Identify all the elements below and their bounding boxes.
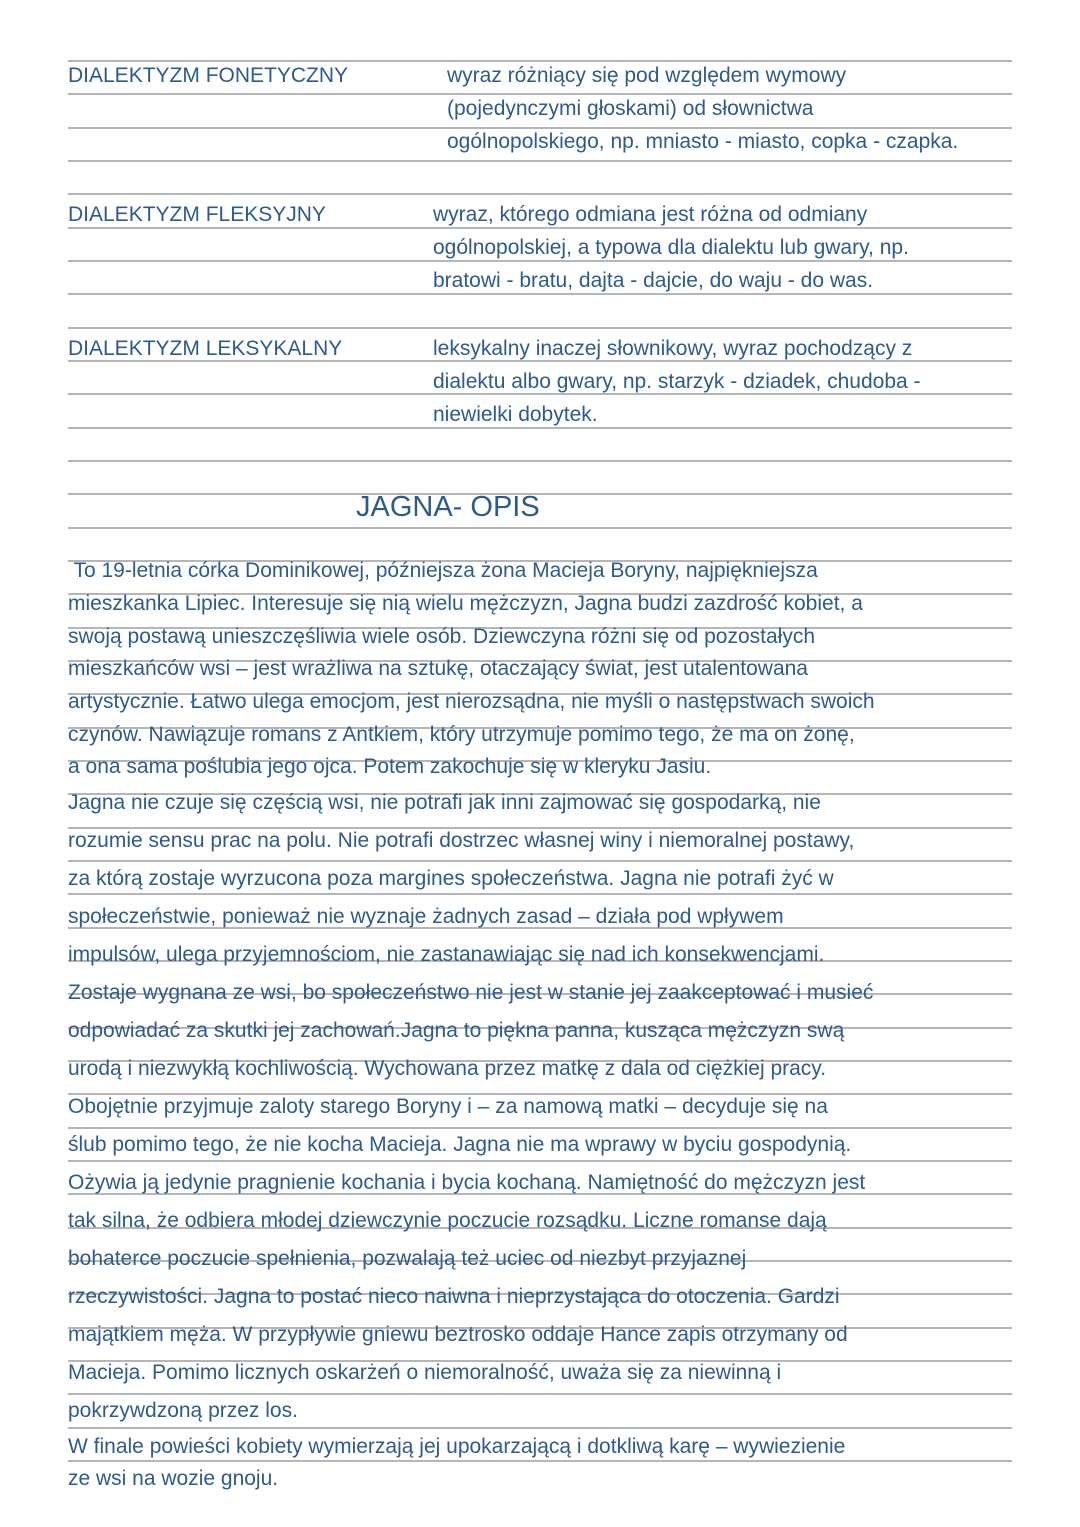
rule-line <box>68 860 1012 862</box>
body-line: rzeczywistości. Jagna to postać nieco naiwna i nieprzystająca do otoczenia. Gardzi <box>68 1285 840 1308</box>
rule-line <box>68 1127 1012 1129</box>
definition-text-line: wyraz, którego odmiana jest różna od odmiany <box>433 203 868 226</box>
rule-line <box>68 527 1012 529</box>
body-line: ślub pomimo tego, że nie kocha Macieja. Jagna nie ma wprawy w byciu gospodynią. <box>68 1133 852 1156</box>
rule-line <box>68 1160 1012 1162</box>
body-line: społeczeństwie, ponieważ nie wyznaje żadnych zasad – działa pod wpływem <box>68 905 784 928</box>
body-line: czynów. Nawiązuje romans z Antkiem, który utrzymuje pomimo tego, że ma on żonę, <box>68 723 855 746</box>
body-line: Jagna nie czuje się częścią wsi, nie potrafi jak inni zajmować się gospodarką, nie <box>68 791 821 814</box>
body-line: rozumie sensu prac na polu. Nie potrafi dostrzec własnej winy i niemoralnej postawy, <box>68 829 855 852</box>
body-line: To 19-letnia córka Dominikowej, późniejsza żona Macieja Boryny, najpiękniejsza <box>68 559 818 582</box>
rule-line <box>68 460 1012 462</box>
definition-text-line: wyraz różniący się pod względem wymowy <box>447 64 847 87</box>
body-line: majątkiem męża. W przypływie gniewu beztrosko oddaje Hance zapis otrzymany od <box>68 1323 848 1346</box>
definition-text-line: niewielki dobytek. <box>433 403 598 426</box>
body-line: pokrzywdzoną przez los. <box>68 1399 298 1422</box>
body-line: a ona sama poślubia jego ojca. Potem zakochuje się w kleryku Jasiu. <box>68 755 712 778</box>
body-line: mieszkańców wsi – jest wrażliwa na sztukę, otaczający świat, jest utalentowana <box>68 657 808 680</box>
rule-line <box>68 1393 1012 1395</box>
body-line: bohaterce poczucie spełnienia, pozwalają też uciec od niezbyt przyjaznej <box>68 1247 747 1270</box>
definition-term: DIALEKTYZM LEKSYKALNY <box>68 337 343 360</box>
body-line: ze wsi na wozie gnoju. <box>68 1467 279 1490</box>
body-line: Obojętnie przyjmuje zaloty starego Boryny i – za namową matki – decyduje się na <box>68 1095 828 1118</box>
rule-line <box>68 193 1012 195</box>
body-line: tak silna, że odbiera młodej dziewczynie poczucie rozsądku. Liczne romanse dają <box>68 1209 827 1232</box>
body-line: artystycznie. Łatwo ulega emocjom, jest nierozsądna, nie myśli o następstwach swoich <box>68 690 875 713</box>
body-line: odpowiadać za skutki jej zachowań.Jagna to piękna panna, kusząca mężczyzn swą <box>68 1019 845 1042</box>
rule-line <box>68 1427 1012 1429</box>
section-title: JAGNA- OPIS <box>356 491 540 523</box>
definition-term: DIALEKTYZM FONETYCZNY <box>68 64 349 87</box>
body-line: W finale powieści kobiety wymierzają jej upokarzającą i dotkliwą karę – wywiezienie <box>68 1435 846 1458</box>
definition-text-line: dialektu albo gwary, np. starzyk - dziadek, chudoba - <box>433 370 921 393</box>
definition-text-line: ogólnopolskiego, np. mniasto - miasto, copka - czapka. <box>447 130 959 153</box>
definition-term: DIALEKTYZM FLEKSYJNY <box>68 203 326 226</box>
definition-text-line: (pojedynczymi głoskami) od słownictwa <box>447 97 814 120</box>
rule-line <box>68 160 1012 162</box>
body-line: impulsów, ulega przyjemnościom, nie zastanawiając się nad ich konsekwencjami. <box>68 943 825 966</box>
body-line: za którą zostaje wyrzucona poza margines społeczeństwa. Jagna nie potrafi żyć w <box>68 867 834 890</box>
body-line: Ożywia ją jedynie pragnienie kochania i bycia kochaną. Namiętność do mężczyzn jest <box>68 1171 866 1194</box>
body-line: urodą i niezwykłą kochliwością. Wychowana przez matkę z dala od ciężkiej pracy. <box>68 1057 827 1080</box>
rule-line <box>68 327 1012 329</box>
definition-text-line: bratowi - bratu, dajta - dajcie, do waju - do was. <box>433 269 874 292</box>
rule-line <box>68 493 1012 495</box>
body-line: swoją postawą unieszczęśliwia wiele osób. Dziewczyna różni się od pozostałych <box>68 625 816 648</box>
body-line: Macieja. Pomimo licznych oskarżeń o niemoralność, uważa się za niewinną i <box>68 1361 782 1384</box>
body-line: mieszkanka Lipiec. Interesuje się nią wielu mężczyzn, Jagna budzi zazdrość kobiet, a <box>68 592 863 615</box>
body-line: Zostaje wygnana ze wsi, bo społeczeństwo nie jest w stanie jej zaakceptować i musieć <box>68 981 874 1004</box>
definition-text-line: leksykalny inaczej słownikowy, wyraz pochodzący z <box>433 337 913 360</box>
definition-text-line: ogólnopolskiej, a typowa dla dialektu lub gwary, np. <box>433 236 909 259</box>
